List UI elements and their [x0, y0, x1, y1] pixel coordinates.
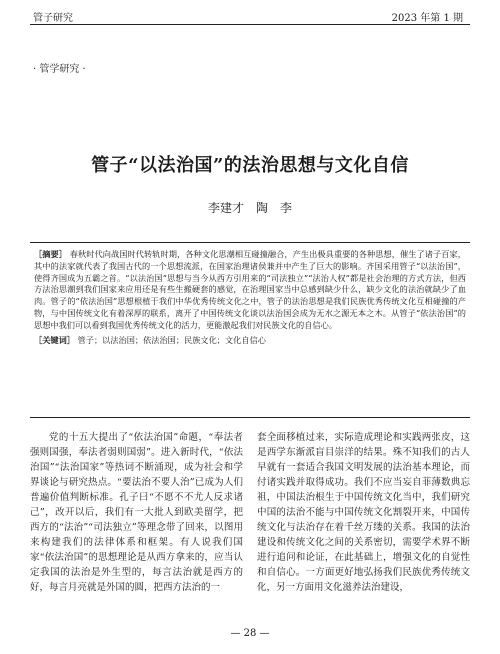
abstract-text: 春秋时代向战国时代转轨时期，各种文化思潮相互碰撞融合，产生出极具重要的各种思想，催生了诸子百家，其中的法家就代表了我国古代的一个思想流派，在国家治理诸侯兼并中产生了巨大的影响。齐国采用管子“以法治国”，使得齐国成为五霸之首。“以法治国”思想与当今从西方引用来的“司法独立”“法治人权”都是社会治理的方式方法，但西方法治思潮到我们国家来应用还是有些生搬硬套的感觉，在治理国家当中总感到缺少什么，缺少文化的法治就缺少了血肉。管子的“依法治国”思想根植于我们中华优秀传统文化之中，管子的法治思想是我们民族优秀传统文化互相碰撞的产物，与中国传统文化有着深厚的联系，离开了中国传统文化谈以法治国会成为无水之源无本之木。从管子“依法治国”的思想中我们可以看到我国优秀传统文化的活力，更能激起我们对民族文化的自信心。: [34, 249, 466, 330]
journal-name: 管子研究: [33, 13, 73, 24]
body-paragraph: 党的十五大提出了“依法治国”命题，“奉法者强则国强，奉法者弱则国弱”。进入新时代，“依法治国”“法治国家”等热词不断涌现，成为社会和学界谈论与研究热点。“要法治不要人治”已成为人们普遍价值判断标准。孔子曰“不愿不不尤人反求诸己”，改开以后，我们有一大批人到欧美留学，把西方的“法治”“司法独立”等理念带了回来，以图用来构建我们的法律体系和框架。有人说我们国家“依法治国”的思想理论是从西方拿来的，应当认定我国的法治是外生型的，每言法治就是西方的好，每言月亮就是外国的圆，把西方法治的一: [30, 432, 243, 593]
abstract-label: ［摘要］: [34, 249, 68, 259]
keywords-text: 管子；以法治国；依法治国；民族文化；文化自信心: [77, 334, 266, 345]
section-label: · 管学研究 ·: [33, 64, 86, 75]
body-column-left: [30, 430, 243, 595]
article-authors: 李建才 陶 李: [207, 201, 292, 215]
abstract-box: [30, 242, 470, 418]
abstract-paragraph: [34, 249, 466, 332]
issue-label: 2023 年第 1 期: [391, 13, 463, 24]
body-column-right: [257, 430, 470, 595]
page-number: — 28 —: [230, 628, 270, 639]
keywords-label: ［关键词］: [34, 334, 75, 345]
running-header: [0, 0, 500, 24]
keywords-line: [34, 335, 466, 347]
article-title: 管子“以法治国”的法治思想与文化自信: [91, 155, 409, 176]
body-paragraph-continued: 套全面移植过来，实际造成理论和实践两张皮，这是西学东渐派盲目崇洋的结果。殊不知我们的古人早就有一套适合我国文明发展的法治基本理论，而付诸实践并取得成功。我们不应当妄自菲薄数典忘祖，中国法治根生于中国传统文化当中，我们研究中国的法治不能与中国传统文化割裂开来，中国传统文化与法治存在着千丝万缕的关系。我国的法治建设和传统文化之间的关系密切，需要学术界不断进行追问和论证，在此基础上，增强文化的自觉性和自信心。一方面更好地弘扬我们民族优秀传统文化，另一方面用文化滋养法治建设，: [257, 432, 470, 593]
header-rule: [30, 24, 470, 25]
